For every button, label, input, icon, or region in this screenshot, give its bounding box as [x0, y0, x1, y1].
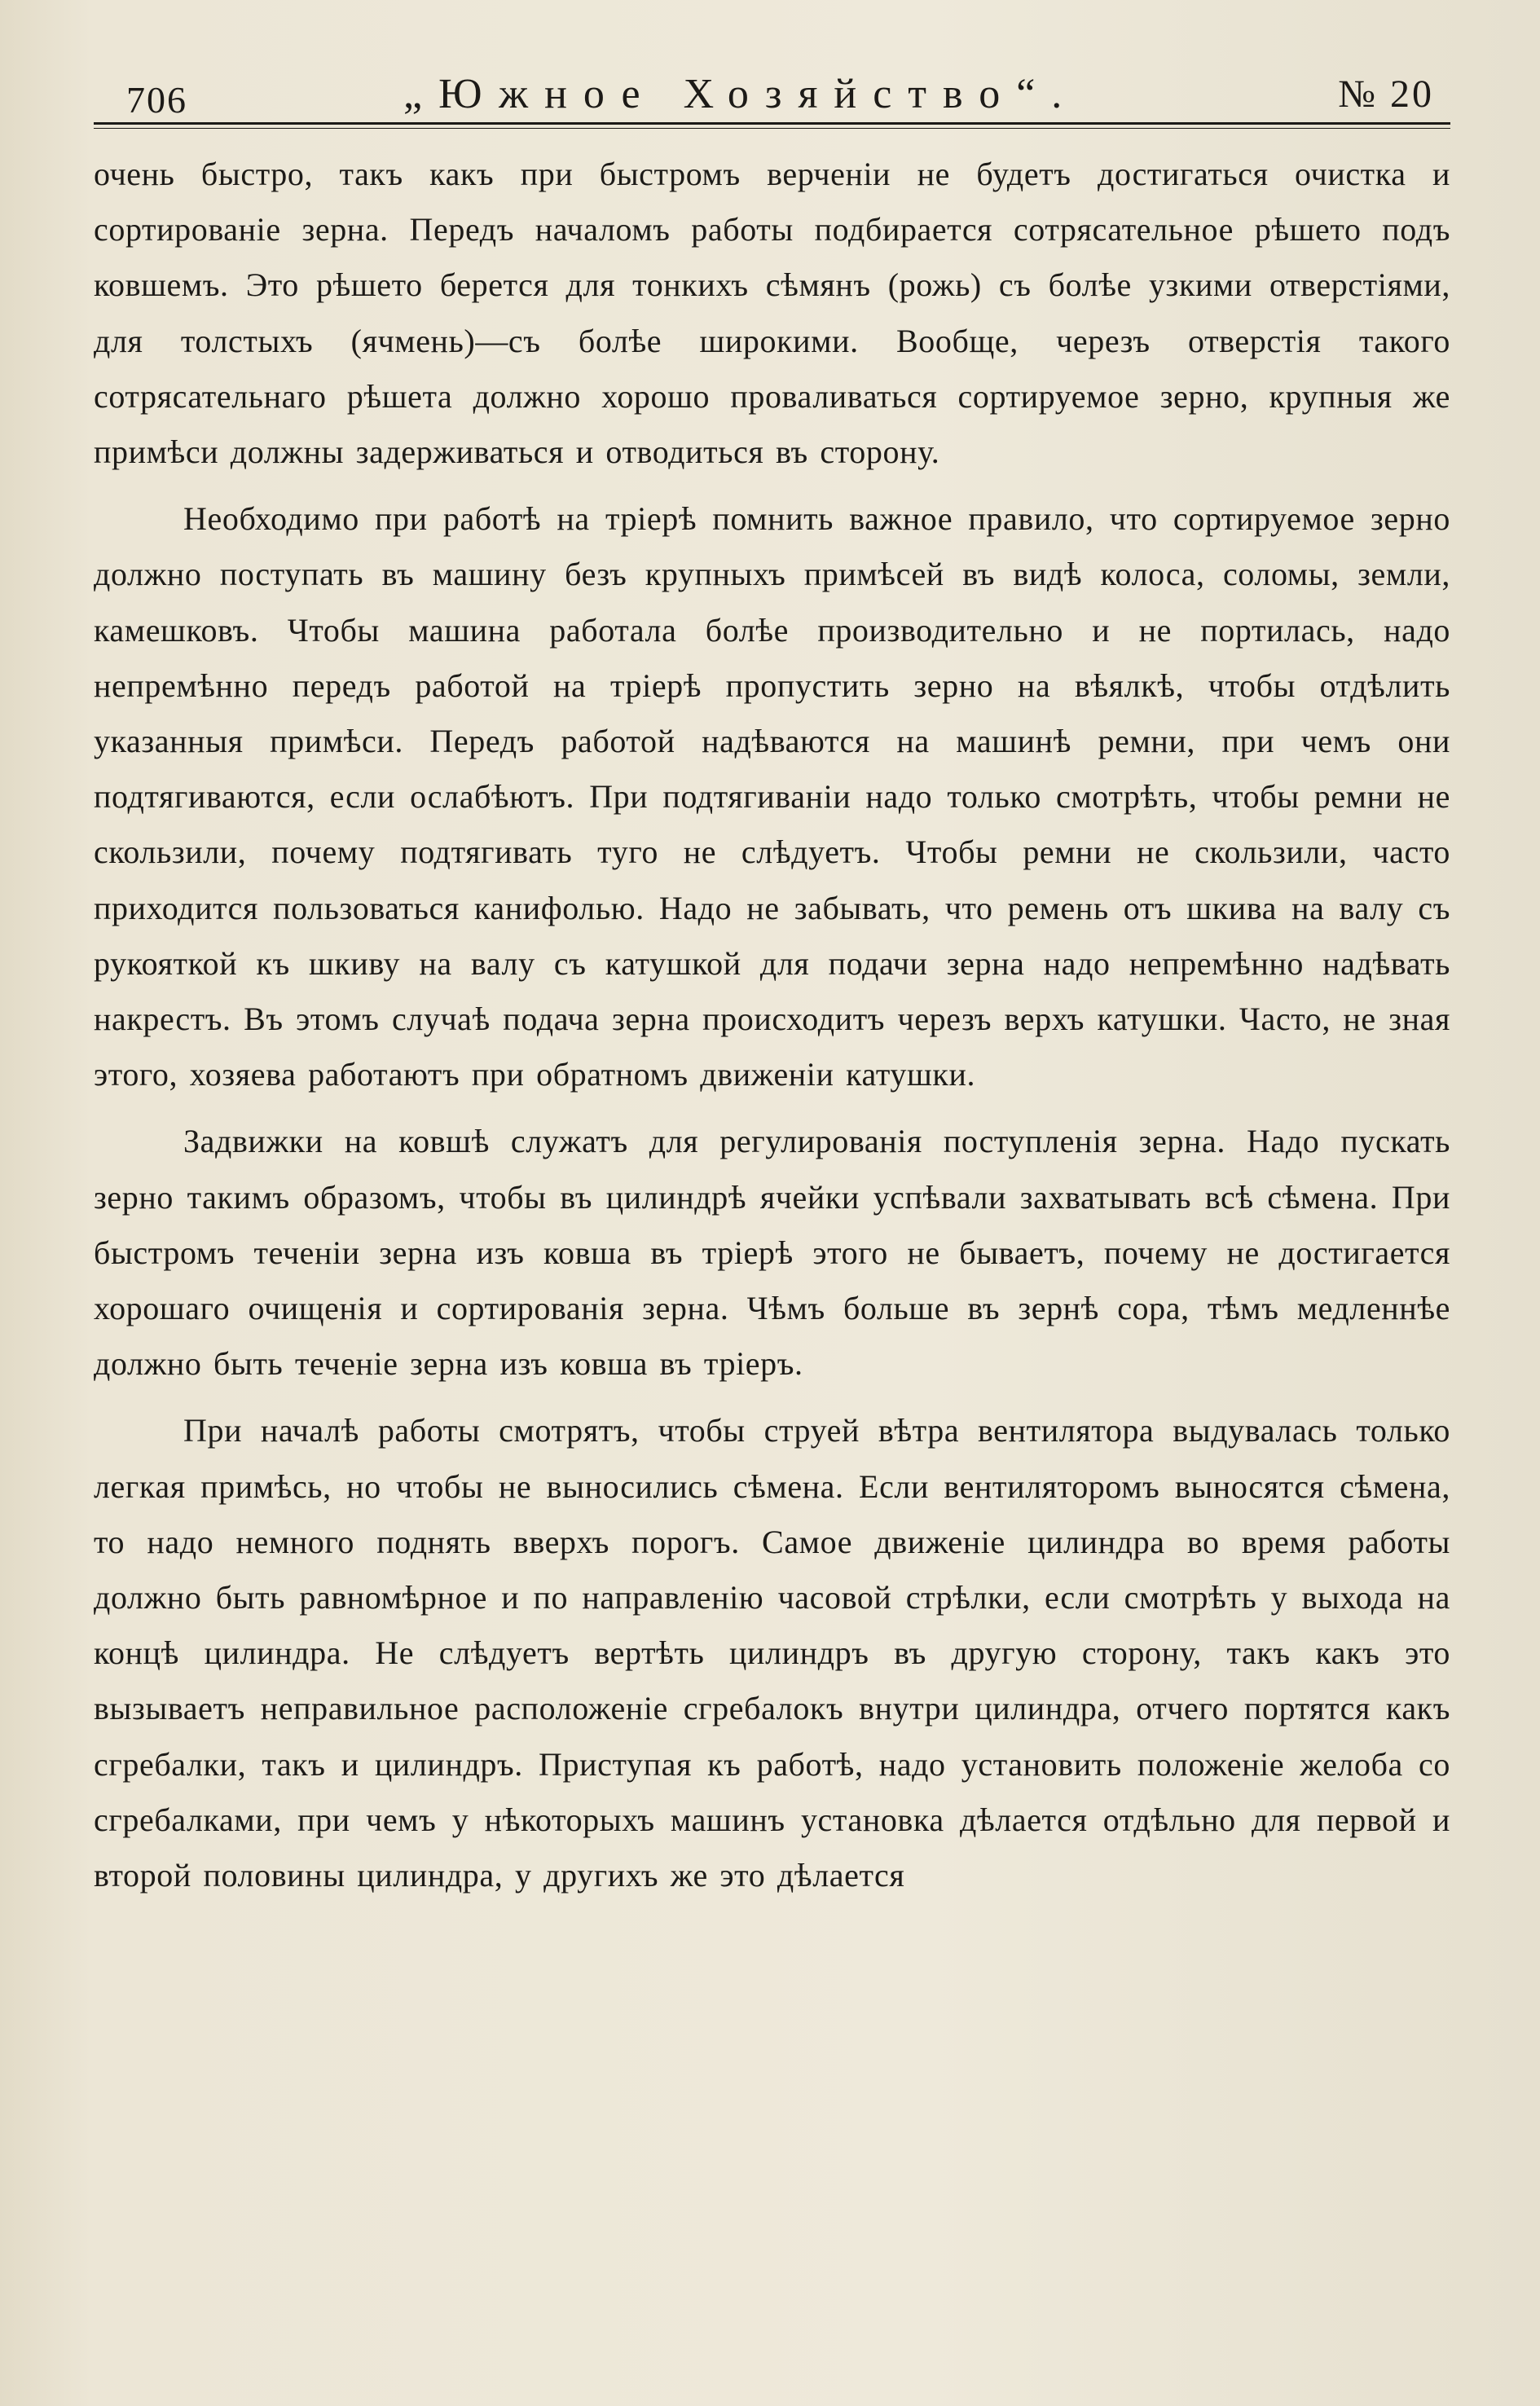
- paragraph: очень быстро, такъ какъ при быстромъ верченіи не будетъ достигаться очистка и сортированіе зерна. Передъ началомъ работы подбирается сотрясательное рѣшето подъ ковшемъ. Это рѣшето берется для тонкихъ сѣмянъ (рожь) съ болѣе узкими отверстіями, для толстыхъ (ячмень)—съ болѣе широкими. Вообще, черезъ отверстія такого сотрясательнаго рѣшета должно хорошо проваливаться сортируемое зерно, крупныя же примѣси должны задерживаться и отводиться въ сторону.: [94, 156, 1450, 471]
- paragraph: Необходимо при работѣ на тріерѣ помнить важное правило, что сортируемое зерно должно поступать въ машину безъ крупныхъ примѣсей въ видѣ колоса, соломы, земли, камешковъ. Чтобы машина работала болѣе производительно и не портилась, надо непремѣнно передъ работой на тріерѣ пропустить зерно на вѣялкѣ, чтобы отдѣлить указанныя примѣси. Передъ работой надѣваются на машинѣ ремни, при чемъ они подтягиваются, если ослабѣютъ. При подтягиваніи надо только смотрѣть, чтобы ремни не скользили, почему подтягивать туго не слѣдуетъ. Чтобы ремни не скользили, часто приходится пользоваться канифолью. Надо не забывать, что ремень отъ шкива на валу съ рукояткой къ шкиву на валу съ катушкой для подачи зерна надо непремѣнно надѣвать накрестъ. Въ этомъ случаѣ подача зерна происходитъ черезъ верхъ катушки. Часто, не зная этого, хозяева работаютъ при обратномъ движеніи катушки.: [94, 500, 1450, 1093]
- article-body: [94, 147, 1450, 1903]
- page-header: [94, 64, 1450, 129]
- header-rule: [94, 122, 1450, 129]
- paragraph: При началѣ работы смотрятъ, чтобы струей вѣтра вентилятора выдувалась только легкая примѣсь, но чтобы не выносились сѣмена. Если вентиляторомъ выносятся сѣмена, то надо немного поднять вверхъ порогъ. Самое движеніе цилиндра во время работы должно быть равномѣрное и по направленію часовой стрѣлки, если смотрѣть у выхода на концѣ цилиндра. Не слѣдуетъ вертѣть цилиндръ въ другую сторону, такъ какъ это вызываетъ неправильное расположеніе сгребалокъ внутри цилиндра, отчего портятся какъ сгребалки, такъ и цилиндръ. Приступая къ работѣ, надо установить положеніе желоба со сгребалками, при чемъ у нѣкоторыхъ машинъ установка дѣлается отдѣльно для первой и второй половины цилиндра, у другихъ же это дѣлается: [94, 1412, 1450, 1894]
- journal-title: „Южное Хозяйство“.: [403, 71, 1079, 117]
- issue-number: № 20: [1338, 73, 1434, 116]
- page-number: 706: [126, 79, 187, 121]
- paragraph: Задвижки на ковшѣ служатъ для регулированія поступленія зерна. Надо пускать зерно такимъ образомъ, чтобы въ цилиндрѣ ячейки успѣвали захватывать всѣ сѣмена. При быстромъ теченіи зерна изъ ковша въ тріерѣ этого не бываетъ, почему не достигается хорошаго очищенія и сортированія зерна. Чѣмъ больше въ зернѣ сора, тѣмъ медленнѣе должно быть теченіе зерна изъ ковша въ тріеръ.: [94, 1123, 1450, 1383]
